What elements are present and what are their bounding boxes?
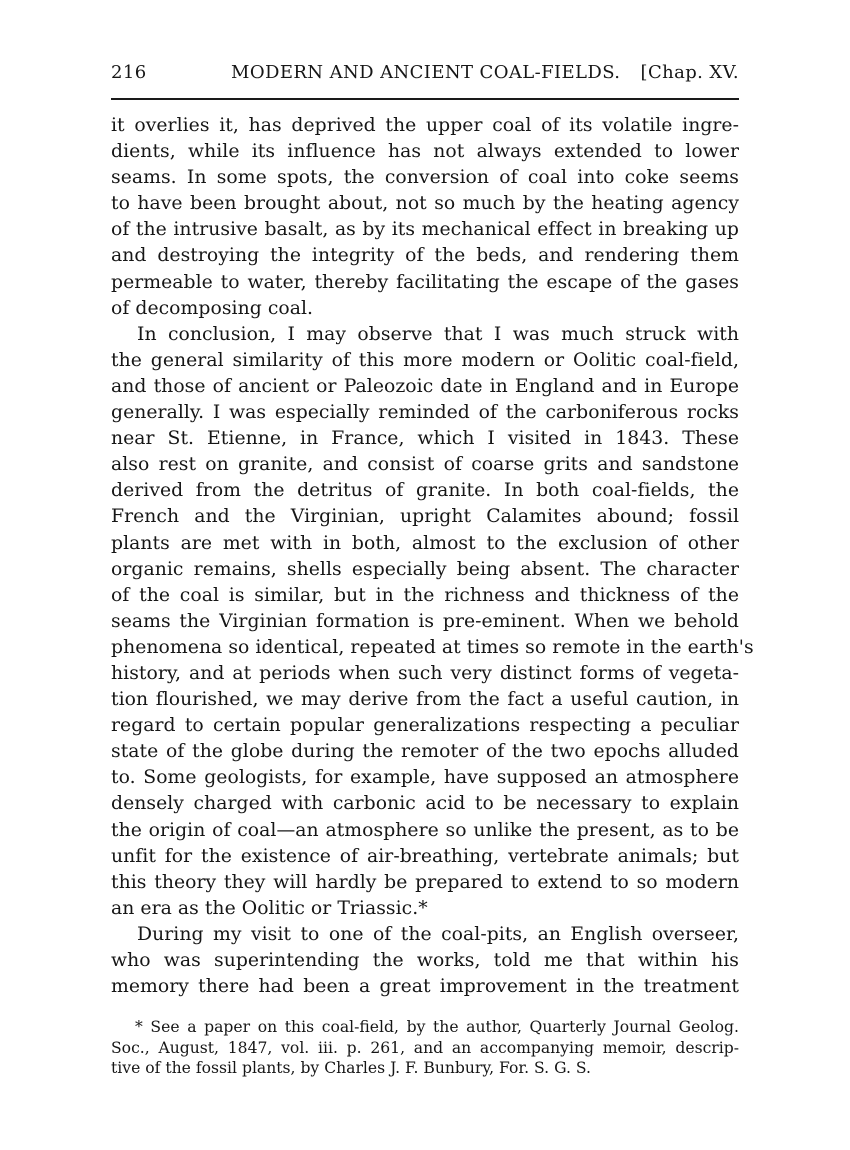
running-header [111,62,739,92]
body-line: of decomposing coal. [111,297,314,319]
body-line: near St. Etienne, in France, which I visited in 1843. These [111,428,739,450]
footnote [111,1017,739,1079]
body-line: organic remains, shells especially being absent. The character [111,558,739,580]
body-line: tion flourished, we may derive from the fact a useful caution, in [111,689,739,711]
header-rule [111,98,739,100]
body-line: plants are met with in both, almost to the exclusion of other [111,532,739,554]
body-line: state of the globe during the remoter of the two epochs alluded [111,741,739,763]
body-line: generally. I was especially reminded of the carboniferous rocks [111,402,739,424]
body-line: to have been brought about, not so much by the heating agency [111,193,739,215]
body-line: unfit for the existence of air-breathing, vertebrate animals; but [111,845,739,867]
footnote-line: Soc., August, 1847, vol. iii. p. 261, and an accompanying memoir, descrip- [111,1038,739,1057]
body-line: regard to certain popular generalizations respecting a peculiar [111,715,739,737]
body-line: the origin of coal—an atmosphere so unlike the present, as to be [111,819,739,841]
footnote-line: * See a paper on this coal-field, by the author, Quarterly Journal Geolog. [135,1018,739,1036]
body-line: an era as the Oolitic or Triassic.* [111,897,428,919]
body-line: the general similarity of this more modern or Oolitic coal-field, [111,349,739,371]
body-line: seams. In some spots, the conversion of coal into coke seems [111,167,739,189]
body-line: French and the Virginian, upright Calamites abound; fossil [111,506,739,528]
body-line: seams the Virginian formation is pre-eminent. When we behold [111,610,739,632]
body-line: and those of ancient or Paleozoic date in England and in Europe [111,375,739,397]
chapter-label: [Chap. XV. [640,62,739,83]
body-text [111,113,754,1000]
body-line: who was superintending the works, told me that within his [111,950,739,971]
running-title: MODERN AND ANCIENT COAL-FIELDS. [231,62,621,83]
body-line: In conclusion, I may observe that I was much struck with [137,323,739,345]
body-line: this theory they will hardly be prepared to extend to so modern [111,871,739,893]
body-line: of the intrusive basalt, as by its mechanical effect in breaking up [111,219,739,241]
footnote-line: tive of the fossil plants, by Charles J. F. Bunbury, For. S. G. S. [111,1059,591,1077]
body-line: phenomena so identical, repeated at times so remote in the earth's [111,636,754,658]
body-line: also rest on granite, and consist of coarse grits and sandstone [111,454,739,476]
body-line: history, and at periods when such very distinct forms of vegeta- [111,662,739,684]
body-line: it overlies it, has deprived the upper coal of its volatile ingre- [111,115,739,136]
body-line: permeable to water, thereby facilitating the escape of the gases [111,271,739,293]
page-number: 216 [111,62,147,83]
body-line: to. Some geologists, for example, have supposed an atmosphere [111,767,739,789]
body-line: memory there had been a great improvement in the treatment [111,976,739,998]
body-line: of the coal is similar, but in the richness and thickness of the [111,584,739,606]
body-line: derived from the detritus of granite. In both coal-fields, the [111,480,739,502]
body-line: and destroying the integrity of the beds, and rendering them [111,245,739,267]
body-line: densely charged with carbonic acid to be necessary to explain [111,793,739,815]
body-line: During my visit to one of the coal-pits, an English overseer, [137,923,739,945]
body-line: dients, while its influence has not always extended to lower [111,141,739,163]
